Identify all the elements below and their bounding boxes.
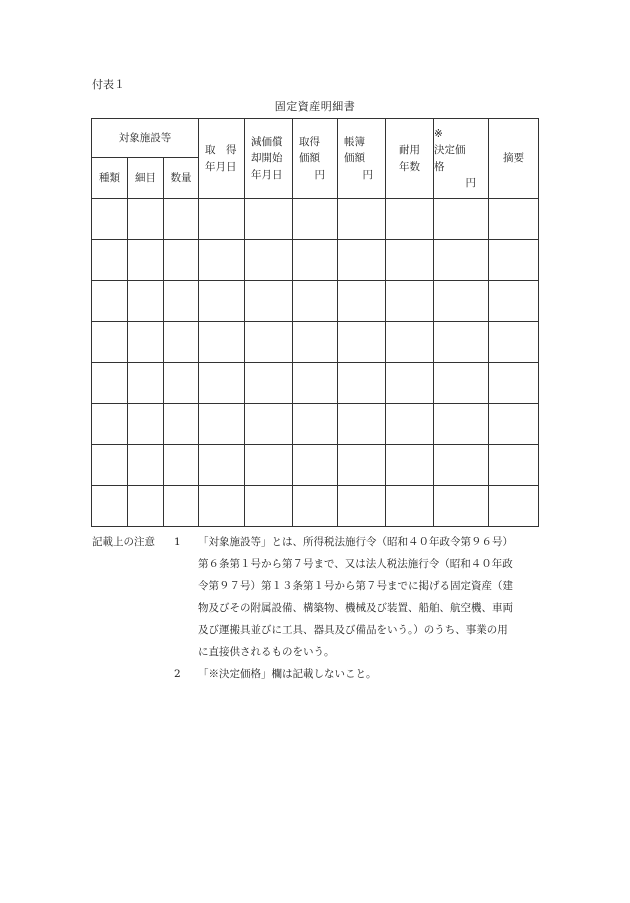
table-row — [92, 281, 539, 322]
table-cell — [489, 486, 539, 527]
table-cell — [293, 445, 338, 486]
table-cell — [434, 445, 489, 486]
table-cell — [164, 322, 199, 363]
table-cell — [128, 445, 164, 486]
header-useful-life — [386, 119, 434, 199]
table-cell — [199, 199, 245, 240]
table-cell — [434, 404, 489, 445]
table-cell — [128, 404, 164, 445]
table-row — [92, 199, 539, 240]
note-1-line-6: に直接供されるものをいう。 — [198, 646, 335, 658]
yen-unit: 円 — [362, 168, 374, 181]
header-useful-life-line2: 年数 — [399, 160, 421, 173]
table-row — [92, 404, 539, 445]
table-cell — [164, 281, 199, 322]
table-cell — [386, 363, 434, 404]
table-cell — [293, 486, 338, 527]
table-cell — [293, 322, 338, 363]
table-cell — [164, 404, 199, 445]
table-cell — [164, 363, 199, 404]
table-cell — [338, 404, 386, 445]
table-cell — [386, 281, 434, 322]
header-acquisition-date-line1: 取 得 — [205, 144, 237, 157]
note-number-2: 2 — [174, 668, 181, 680]
header-detail: 細目 — [128, 158, 164, 199]
table-cell — [489, 363, 539, 404]
table-cell — [434, 322, 489, 363]
header-book-value-line2: 価額 — [344, 152, 366, 165]
note-1-line-4: 物及びその附属設備、構築物、機械及び装置、船舶、航空機、車両 — [198, 602, 513, 614]
table-cell — [293, 363, 338, 404]
table-cell — [92, 199, 128, 240]
table-cell — [293, 199, 338, 240]
header-acquisition-price-line1: 取得 — [299, 136, 321, 149]
table-cell — [489, 404, 539, 445]
table-cell — [245, 199, 293, 240]
table-cell — [338, 281, 386, 322]
table-cell — [92, 281, 128, 322]
table-cell — [164, 445, 199, 486]
note-1-line-2: 第６条第１号から第７号まで、又は法人税法施行令（昭和４０年政 — [198, 558, 513, 570]
table-cell — [434, 486, 489, 527]
table-cell — [386, 445, 434, 486]
header-depreciation-start-line3: 年月日 — [251, 168, 283, 181]
header-quantity: 数量 — [164, 158, 199, 199]
table-cell — [92, 240, 128, 281]
table-cell — [245, 281, 293, 322]
table-cell — [434, 240, 489, 281]
table-cell — [434, 281, 489, 322]
annex-label: 付表１ — [92, 78, 125, 91]
fixed-asset-table — [91, 118, 539, 527]
header-depreciation-start-line2: 却開始 — [251, 152, 283, 165]
note-1-line-3: 令第９７号）第１３条第１号から第７号までに掲げる固定資産（建 — [198, 580, 513, 592]
table-cell — [338, 363, 386, 404]
table-cell — [128, 281, 164, 322]
table-cell — [293, 240, 338, 281]
table-cell — [199, 240, 245, 281]
table-cell — [245, 363, 293, 404]
table-cell — [434, 199, 489, 240]
table-cell — [338, 240, 386, 281]
yen-unit: 円 — [314, 168, 326, 181]
table-cell — [338, 322, 386, 363]
yen-unit: 円 — [465, 176, 477, 189]
table-cell — [199, 445, 245, 486]
table-row — [92, 322, 539, 363]
table-cell — [489, 199, 539, 240]
table-cell — [245, 445, 293, 486]
document-title: 固定資産明細書 — [274, 100, 356, 113]
table-cell — [128, 199, 164, 240]
table-cell — [199, 322, 245, 363]
table-row — [92, 240, 539, 281]
table-cell — [386, 486, 434, 527]
header-book-value — [338, 119, 386, 199]
table-cell — [245, 240, 293, 281]
table-row — [92, 445, 539, 486]
table-cell — [92, 404, 128, 445]
table-cell — [128, 322, 164, 363]
table-cell — [386, 322, 434, 363]
table-cell — [164, 486, 199, 527]
table-cell — [386, 404, 434, 445]
header-book-value-line1: 帳簿 — [344, 136, 366, 149]
header-decided-price — [434, 119, 489, 199]
table-row — [92, 486, 539, 527]
header-acquisition-date-line2: 年月日 — [205, 160, 237, 173]
header-remarks: 摘要 — [489, 119, 539, 199]
header-depreciation-start-line1: 減価償 — [251, 136, 283, 149]
header-useful-life-line1: 耐用 — [399, 144, 421, 157]
table-cell — [92, 445, 128, 486]
table-cell — [199, 404, 245, 445]
header-type: 種類 — [92, 158, 128, 199]
header-depreciation-start — [245, 119, 293, 199]
table-cell — [489, 240, 539, 281]
table-cell — [386, 199, 434, 240]
table-cell — [293, 281, 338, 322]
table-cell — [338, 199, 386, 240]
header-acquisition-price-line2: 価額 — [299, 152, 321, 165]
note-1-line-5: 及び運搬具並びに工具、器具及び備品をいう。）のうち、事業の用 — [198, 624, 508, 636]
table-body — [92, 199, 539, 527]
notes-label: 記載上の注意 — [92, 536, 155, 548]
table-cell — [92, 486, 128, 527]
table-cell — [489, 281, 539, 322]
table-cell — [164, 240, 199, 281]
table-cell — [128, 240, 164, 281]
table-cell — [199, 363, 245, 404]
header-decided-price-line2: 格 — [434, 160, 445, 173]
header-acquisition-price — [293, 119, 338, 199]
header-target-facilities: 対象施設等 — [92, 119, 199, 158]
header-acquisition-date — [199, 119, 245, 199]
note-number-1: 1 — [174, 536, 181, 548]
table-cell — [245, 404, 293, 445]
table-cell — [92, 322, 128, 363]
table-cell — [489, 322, 539, 363]
table-cell — [338, 486, 386, 527]
table-cell — [338, 445, 386, 486]
note-2-line-1: 「※決定価格」欄は記載しないこと。 — [198, 668, 377, 680]
table-cell — [199, 281, 245, 322]
table-cell — [92, 363, 128, 404]
table-cell — [199, 486, 245, 527]
table-cell — [434, 363, 489, 404]
header-decided-price-line1: 決定価 — [434, 144, 466, 157]
table-cell — [386, 240, 434, 281]
table-cell — [245, 486, 293, 527]
table-cell — [245, 322, 293, 363]
table-cell — [164, 199, 199, 240]
table-cell — [128, 486, 164, 527]
note-1-line-1: 「対象施設等」とは、所得税法施行令（昭和４０年政令第９６号） — [198, 536, 513, 548]
table-cell — [128, 363, 164, 404]
table-row — [92, 363, 539, 404]
decided-price-mark: ※ — [434, 127, 443, 140]
table-cell — [489, 445, 539, 486]
table-cell — [293, 404, 338, 445]
